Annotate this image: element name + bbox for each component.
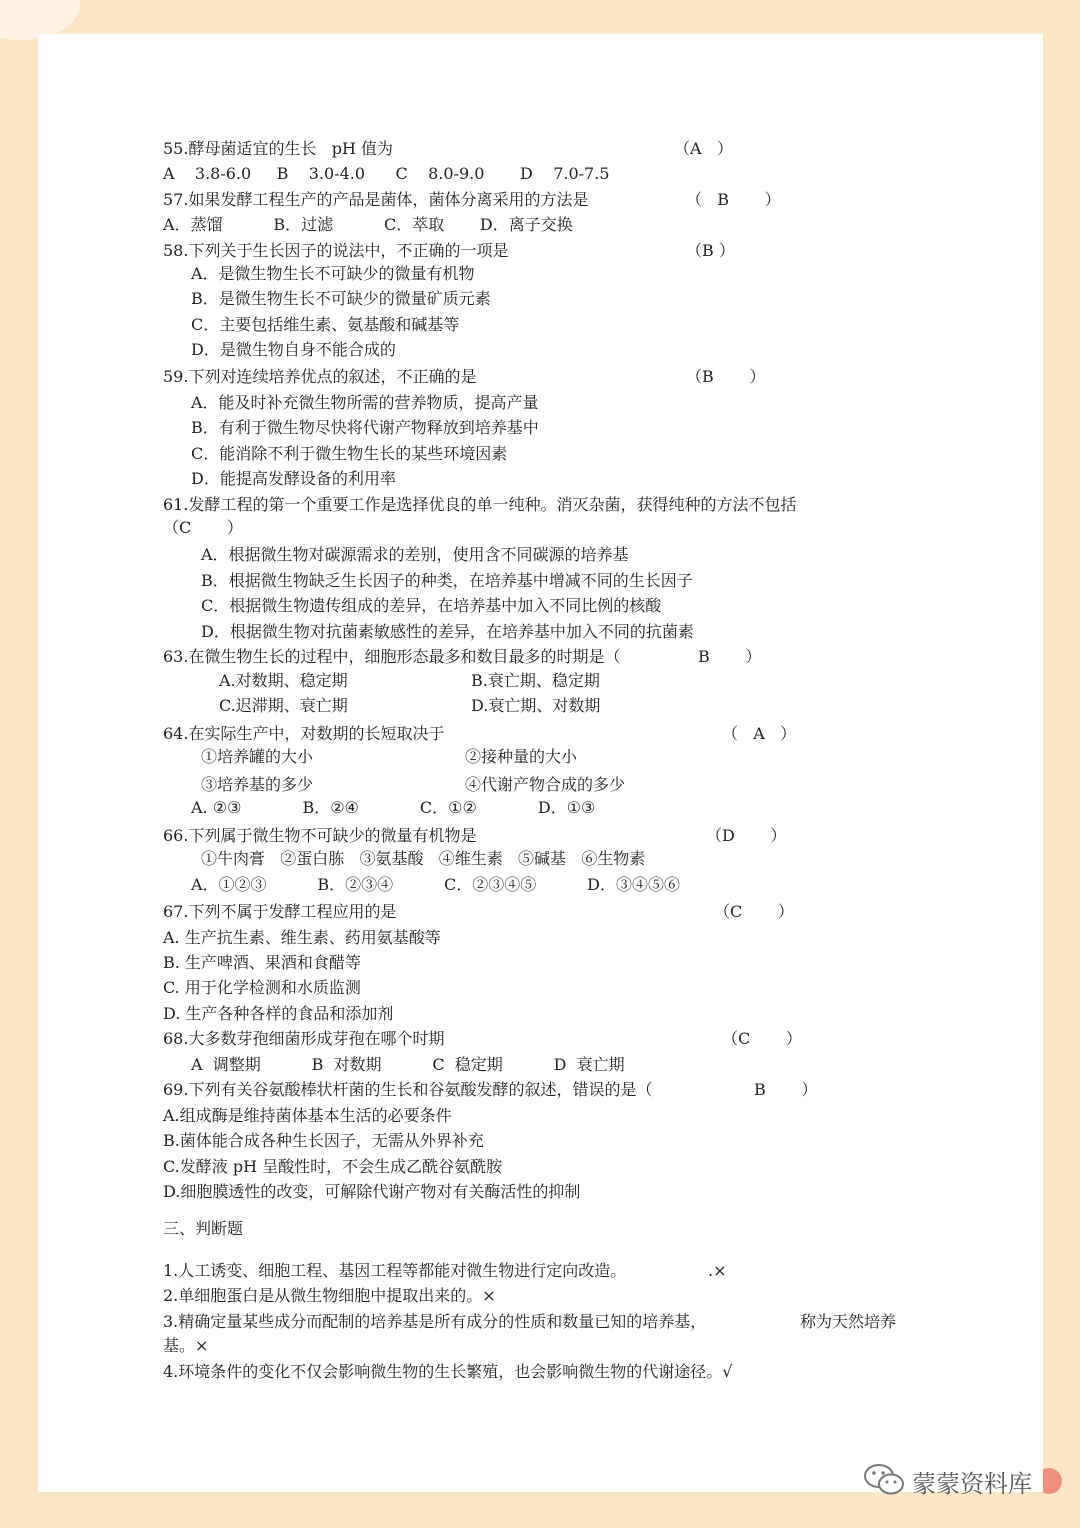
option-63-b: B.衰亡期、稳定期 [471, 671, 600, 690]
factor-64-4: ④代谢产物合成的多少 [465, 775, 626, 794]
answer-67: （C ） [714, 902, 794, 921]
answer-59: （B ） [686, 367, 766, 386]
option-69-c: C.发酵液 pH 呈酸性时，不会生成乙酰谷氨酰胺 [163, 1157, 503, 1176]
watermark [862, 1458, 1072, 1502]
option-67-a: A. 生产抗生素、维生素、药用氨基酸等 [163, 928, 441, 947]
answer-61: （C ） [163, 518, 243, 537]
answer-64: （ A ） [722, 724, 797, 743]
option-58-a: A．是微生物生长不可缺少的微量有机物 [191, 264, 475, 283]
option-67-c: C. 用于化学检测和水质监测 [163, 978, 361, 997]
factor-64-1: ①培养罐的大小 [201, 747, 314, 766]
option-63-a: A.对数期、稳定期 [219, 671, 348, 690]
option-59-d: D．能提高发酵设备的利用率 [191, 469, 396, 488]
option-69-a: A.组成酶是维持菌体基本生活的必要条件 [163, 1106, 452, 1125]
option-58-b: B．是微生物生长不可缺少的微量矿质元素 [191, 289, 491, 308]
option-58-d: D．是微生物自身不能合成的 [191, 340, 396, 359]
question-58: 58.下列关于生长因子的说法中，不正确的一项是 [163, 241, 509, 260]
option-61-c: C．根据微生物遗传组成的差异，在培养基中加入不同比例的核酸 [201, 596, 662, 615]
option-61-b: B．根据微生物缺乏生长因子的种类，在培养基中增减不同的生长因子 [201, 571, 693, 590]
question-64: 64.在实际生产中，对数期的长短取决于 [163, 724, 445, 743]
answer-63: B ） [698, 647, 762, 666]
question-68: 68.大多数芽孢细菌形成芽孢在哪个时期 [163, 1029, 445, 1048]
option-67-d: D. 生产各种各样的食品和添加剂 [163, 1004, 394, 1023]
option-69-d: D.细胞膜透性的改变，可解除代谢产物对有关酶活性的抑制 [163, 1182, 581, 1201]
answer-68: （C ） [722, 1029, 802, 1048]
option-61-a: A．根据微生物对碳源需求的差别，使用含不同碳源的培养基 [201, 545, 629, 564]
option-58-c: C．主要包括维生素、氨基酸和碱基等 [191, 315, 460, 334]
option-69-b: B.菌体能合成各种生长因子，无需从外界补充 [163, 1131, 484, 1150]
watermark-text: 蒙蒙资料库 [912, 1470, 1032, 1498]
option-59-a: A．能及时补充微生物所需的营养物质，提高产量 [191, 393, 539, 412]
answer-66: （D ） [706, 826, 787, 845]
options-68: A 调整期 B 对数期 C 稳定期 D 衰亡期 [191, 1055, 625, 1074]
question-66: 66.下列属于微生物不可缺少的微量有机物是 [163, 826, 477, 845]
wechat-icon [862, 1462, 906, 1498]
judgment-1-mark: .× [708, 1261, 727, 1280]
option-63-d: D.衰亡期、对数期 [471, 696, 601, 715]
options-66: A．①②③ B．②③④ C．②③④⑤ D．③④⑤⑥ [191, 875, 680, 894]
question-69: 69.下列有关谷氨酸棒状杆菌的生长和谷氨酸发酵的叙述，错误的是（ [163, 1080, 653, 1099]
section-title: 三、判断题 [163, 1219, 244, 1238]
question-57: 57.如果发酵工程生产的产品是菌体，菌体分离采用的方法是 [163, 190, 589, 209]
option-59-b: B．有利于微生物尽快将代谢产物释放到培养基中 [191, 418, 539, 437]
judgment-4: 4.环境条件的变化不仅会影响微生物的生长繁殖，也会影响微生物的代谢途径。√ [163, 1362, 733, 1381]
options-57: A．蒸馏 B．过滤 C．萃取 D．离子交换 [163, 215, 573, 234]
answer-69: B ） [754, 1080, 818, 1099]
answer-57: （ B ） [686, 190, 781, 209]
judgment-1: 1.人工诱变、细胞工程、基因工程等都能对微生物进行定向改造。 [163, 1261, 627, 1280]
options-55: A 3.8-6.0 B 3.0-4.0 C 8.0-9.0 D 7.0-7.5 [163, 164, 610, 183]
question-61: 61.发酵工程的第一个重要工作是选择优良的单一纯种。消灭杂菌，获得纯种的方法不包括 [163, 495, 797, 514]
judgment-3-tail: 称为天然培养 [800, 1312, 897, 1331]
judgment-2: 2.单细胞蛋白是从微生物细胞中提取出来的。× [163, 1286, 496, 1305]
question-55: 55.酵母菌适宜的生长 pH 值为 [163, 139, 393, 158]
factor-64-3: ③培养基的多少 [201, 775, 314, 794]
answer-58: （B ） [686, 241, 735, 260]
question-67: 67.下列不属于发酵工程应用的是 [163, 902, 397, 921]
question-63: 63.在微生物生长的过程中，细胞形态最多和数目最多的时期是（ [163, 647, 621, 666]
judgment-3: 3.精确定量某些成分而配制的培养基是所有成分的性质和数量已知的培养基， [163, 1312, 707, 1331]
factor-64-2: ②接种量的大小 [465, 747, 578, 766]
answer-55: （A ） [674, 139, 733, 158]
items-66: ①牛肉膏 ②蛋白胨 ③氨基酸 ④维生素 ⑤碱基 ⑥生物素 [201, 849, 646, 868]
option-61-d: D．根据微生物对抗菌素敏感性的差异，在培养基中加入不同的抗菌素 [201, 622, 694, 641]
option-67-b: B. 生产啤酒、果酒和食醋等 [163, 953, 361, 972]
options-64: A. ②③ B．②④ C．①② D．①③ [191, 798, 596, 817]
option-63-c: C.迟滞期、衰亡期 [219, 696, 348, 715]
option-59-c: C．能消除不利于微生物生长的某些环境因素 [191, 444, 508, 463]
question-59: 59.下列对连续培养优点的叙述，不正确的是 [163, 367, 477, 386]
judgment-3-cont: 基。× [163, 1336, 209, 1355]
